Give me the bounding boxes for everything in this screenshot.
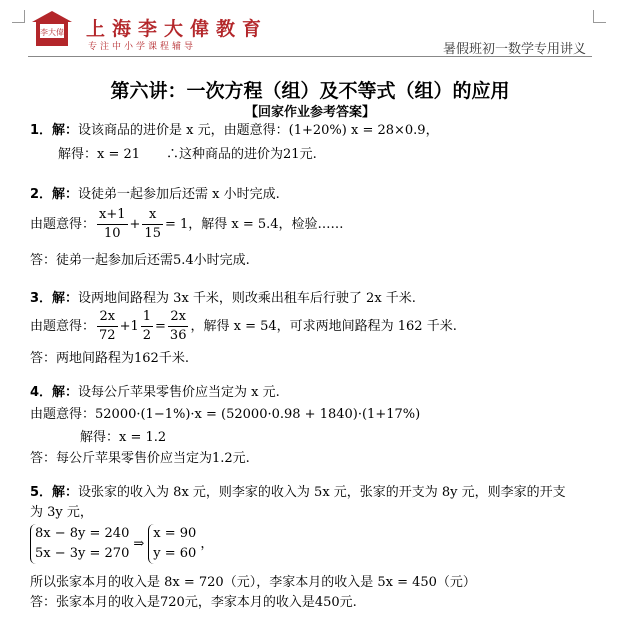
p4-solution: 解得：x = 1.2 (80, 430, 167, 445)
p5-system-right (148, 524, 196, 564)
p2-setup: 设徒弟一起参加后还需 x 小时完成. (78, 187, 280, 202)
p2-frac1-num: x+1 (97, 206, 128, 225)
p4-answer: 答：每公斤苹果零售价应当定为1.2元. (30, 451, 250, 466)
p3-line1 (30, 290, 416, 308)
p2-answer: 答：徒弟一起参加后还需5.4小时完成. (30, 253, 250, 268)
logo-text: 李大偉 (40, 28, 64, 37)
p2-frac1-den: 10 (103, 226, 121, 241)
p2-number: 2．解： (30, 187, 79, 202)
p4-setup: 设每公斤苹果零售价应当定为 x 元. (78, 385, 280, 400)
p3-frac3 (168, 308, 189, 345)
p2-post: = 1，解得 x = 5.4，检验…… (164, 217, 344, 232)
brand-tagline: 专注中小学课程辅导 (88, 42, 197, 52)
p3-mid: +1 (119, 319, 139, 334)
p5-number: 5．解： (30, 485, 79, 500)
p4-line1 (30, 384, 280, 402)
p1-line1 (30, 122, 439, 140)
p5-arrow: ⇒ (133, 536, 145, 552)
p5-comma: ， (200, 536, 214, 552)
p1-setup: 设该商品的进价是 x 元，由题意得：(1+20%) x = 28×0.9， (78, 123, 439, 138)
p1-line2: 解得：x = 21 ∴这种商品的进价为21元. (58, 147, 317, 162)
p4-equation: 由题意得：52000·(1−1%)·x = (52000·0.98 + 1840)·(1+17%) (30, 407, 421, 422)
header-divider (28, 56, 592, 57)
p3-frac1-num: 2x (97, 308, 118, 327)
p3-number: 3．解： (30, 291, 79, 306)
p5-system-left (30, 524, 129, 564)
crop-mark-left (12, 10, 25, 23)
p1-number: 1．解： (30, 123, 79, 138)
page-title: 第六讲：一次方程（组）及不等式（组）的应用 (110, 80, 510, 102)
p3-frac1 (97, 308, 118, 345)
header-course-name: 暑假班初一数学专用讲义 (442, 42, 586, 57)
p5-eq1: 8x − 8y = 240 (35, 526, 130, 541)
p2-frac2-num: x (142, 206, 163, 225)
p5-line2: 为 3y 元， (30, 505, 93, 520)
page-subtitle: 【回家作业参考答案】 (244, 105, 375, 120)
p3-frac2-den: 2 (142, 328, 152, 343)
p2-frac2 (142, 206, 163, 243)
p3-frac3-num: 2x (168, 308, 189, 327)
p5-system (26, 524, 213, 564)
crop-mark-right (593, 10, 606, 23)
p5-answer: 答：张家本月的收入是720元，李家本月的收入是450元. (30, 595, 357, 610)
p2-frac1 (97, 206, 128, 243)
p2-pre: 由题意得： (30, 217, 96, 232)
p4-number: 4．解： (30, 385, 79, 400)
p3-pre: 由题意得： (30, 319, 96, 334)
p5-eq2: 5x − 3y = 270 (35, 546, 130, 561)
p3-answer: 答：两地间路程为162千米. (30, 351, 189, 366)
p5-setup: 设张家的收入为 8x 元，则李家的收入为 5x 元，张家的开支为 8y 元，则李家的开支 (78, 485, 566, 500)
p5-sol2: y = 60 (153, 546, 197, 561)
p3-eq: = (155, 319, 166, 334)
p5-line1 (30, 484, 566, 502)
p3-frac1-den: 72 (99, 328, 116, 343)
p3-frac2-num: 1 (141, 308, 153, 327)
p5-sol1: x = 90 (153, 526, 197, 541)
p5-line3: 所以张家本月的收入是 8x = 720（元），李家本月的收入是 5x = 450（元） (30, 575, 476, 590)
p2-equation (30, 206, 344, 243)
p3-frac2 (141, 308, 153, 345)
brand-name: 上海李大偉教育 (86, 18, 269, 40)
p2-plus: + (129, 217, 141, 232)
logo-icon (30, 10, 74, 50)
p3-equation (30, 308, 457, 345)
p3-setup: 设两地间路程为 3x 千米，则改乘出租车后行驶了 2x 千米. (78, 291, 416, 306)
p3-frac3-den: 36 (169, 328, 187, 343)
p3-post: ，解得 x = 54，可求两地间路程为 162 千米. (190, 319, 457, 334)
p2-frac2-den: 15 (144, 226, 161, 241)
p2-line1 (30, 186, 280, 204)
